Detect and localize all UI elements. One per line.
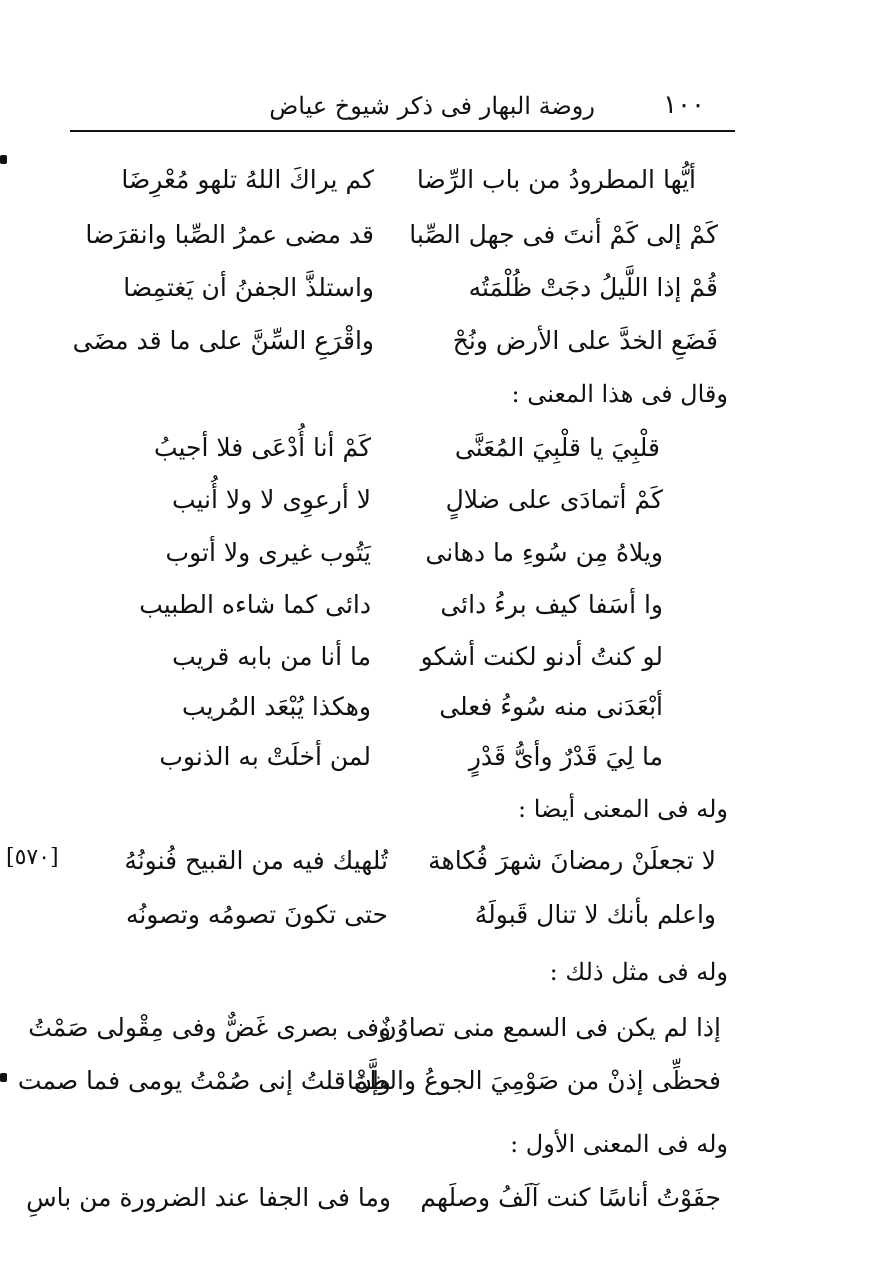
verse-hemistich-left: لمن أخلَتْ به الذنوب [159, 742, 371, 771]
verse-hemistich-left: وفى بصرى غَضٌّ وفى مِقْولى صَمْتُ [28, 1013, 391, 1042]
margin-page-reference: [٥٧٠] [6, 845, 59, 870]
verse-hemistich-left: وهكذا يُبْعَد المُريب [181, 692, 371, 721]
margin-mark [0, 1073, 7, 1082]
verse-hemistich-left: كم يراكَ اللهُ تلهو مُعْرِضَا [121, 165, 374, 194]
verse-hemistich-left: يَتُوب غيرى ولا أتوب [165, 538, 371, 567]
verse-hemistich-right: لا تجعلَنْ رمضانَ شهرَ فُكاهة [428, 846, 716, 875]
verse-hemistich-left: وإنْ قلتُ إنى صُمْتُ يومى فما صمت [17, 1066, 391, 1095]
poem-intro: وله فى المعنى أيضا : [518, 795, 728, 823]
verse-hemistich-right: جفَوْتُ أناسًا كنت آلَفُ وصلَهم [420, 1183, 721, 1212]
verse-hemistich-left: وما فى الجفا عند الضرورة من باسِ [26, 1183, 391, 1212]
verse-hemistich-right: إذا لم يكن فى السمع منى تصاوُنٌ [378, 1013, 721, 1042]
verse-hemistich-left: واستلذَّ الجفنُ أن يَغتمِضا [123, 273, 374, 302]
verse-hemistich-left: قد مضى عمرُ الصِّبا وانقرَضا [85, 220, 374, 249]
verse-hemistich-right: لو كنتُ أدنو لكنت أشكو [420, 642, 663, 671]
verse-hemistich-right: كَمْ إلى كَمْ أنتَ فى جهل الصِّبا [409, 220, 718, 249]
verse-hemistich-right: قُمْ إذا اللَّيلُ دجَتْ ظُلْمَتُه [468, 273, 718, 302]
verse-hemistich-right: فحظِّى إذنْ من صَوْمِيَ الجوعُ والظَّمَا [346, 1066, 721, 1095]
page-header [70, 90, 735, 132]
running-title: روضة البهار فى ذكر شيوخ عياض [269, 92, 595, 120]
poem-intro: وقال فى هذا المعنى : [511, 380, 728, 408]
verse-hemistich-left: حتى تكونَ تصومُه وتصونُه [125, 900, 388, 929]
verse-hemistich-left: تُلهيك فيه من القبيح فُنونُهُ [124, 846, 388, 875]
verse-hemistich-right: ما لِيَ قَدْرٌ وأىُّ قَدْرٍ [468, 742, 663, 771]
verse-hemistich-left: ما أنا من بابه قريب [172, 642, 371, 671]
poem-intro: وله فى مثل ذلك : [549, 958, 728, 986]
verse-hemistich-right: كَمْ أتمادَى على ضلالٍ [445, 485, 663, 514]
verse-hemistich-left: كَمْ أنا أُدْعَى فلا أجيبُ [153, 433, 371, 462]
verse-hemistich-right: أبْعَدَنى منه سُوءُ فعلى [439, 692, 663, 721]
verse-hemistich-right: قلْبِيَ يا قلْبِيَ المُعَنَّى [454, 433, 660, 462]
verse-hemistich-left: دائى كما شاءه الطبيب [139, 590, 371, 619]
page-number: ١٠٠ [663, 90, 705, 120]
verse-hemistich-right: أيُّها المطرودُ من باب الرِّضا [416, 165, 696, 194]
verse-hemistich-right: واعلم بأنك لا تنال قَبولَهُ [474, 900, 716, 929]
verse-hemistich-left: واقْرَعِ السِّنَّ على ما قد مضَى [72, 326, 374, 355]
verse-hemistich-right: فَضَعِ الخدَّ على الأرض ونُحْ [452, 326, 718, 355]
verse-hemistich-right: وا أسَفا كيف برءُ دائى [440, 590, 663, 619]
poem-intro: وله فى المعنى الأول : [510, 1130, 728, 1158]
margin-mark [0, 155, 7, 164]
verse-hemistich-right: ويلاهُ مِن سُوءِ ما دهانى [425, 538, 663, 567]
verse-hemistich-left: لا أرعوِى لا ولا أُنيب [171, 485, 371, 514]
